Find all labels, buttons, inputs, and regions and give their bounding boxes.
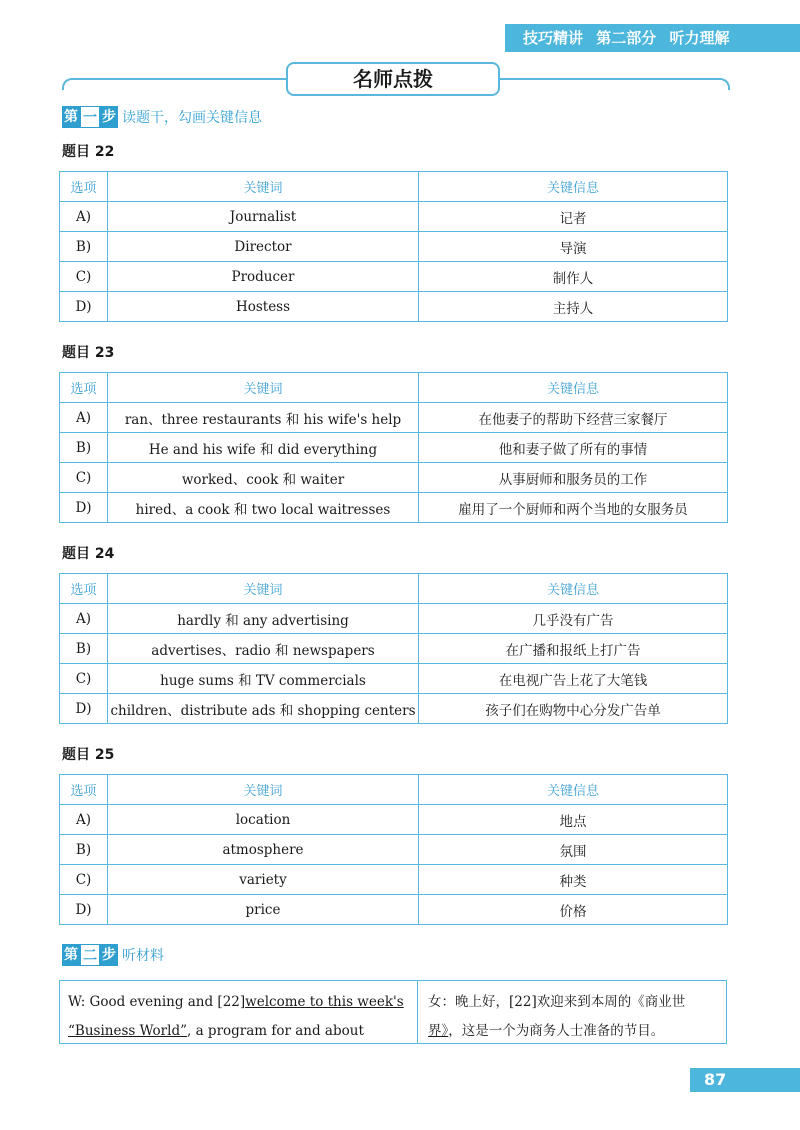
- question-24-label: 题目 24: [62, 546, 115, 562]
- info-cell: 雇用了一个厨师和两个当地的女服务员: [419, 493, 728, 523]
- keyword-cell: location: [108, 805, 419, 835]
- info-cell: 氛围: [419, 835, 728, 865]
- option-cell: C): [60, 865, 108, 895]
- keyword-cell: variety: [108, 865, 419, 895]
- header-info: 关键信息: [419, 172, 728, 202]
- transcript-en-underlined: “Business World”: [68, 1023, 187, 1039]
- header-option: 选项: [60, 574, 108, 604]
- transcript-zh-part: ，这是一个为商务人士准备的节目。: [448, 1023, 665, 1039]
- step-number: 二: [80, 944, 100, 966]
- step-prefix: 第: [62, 106, 80, 128]
- step-suffix: 步: [100, 106, 118, 128]
- keyword-cell: hardly 和 any advertising: [108, 604, 419, 634]
- transcript-zh-underlined: 界》: [428, 1023, 449, 1039]
- step-one-text: 读题干，勾画关键信息: [122, 110, 262, 126]
- keyword-cell: huge sums 和 TV commercials: [108, 664, 419, 694]
- info-cell: 导演: [419, 232, 728, 262]
- table-row: [60, 232, 728, 262]
- info-cell: 几乎没有广告: [419, 604, 728, 634]
- table-row: [60, 262, 728, 292]
- step-suffix: 步: [100, 944, 118, 966]
- header-keywords: 关键词: [108, 373, 419, 403]
- keyword-cell: Director: [108, 232, 419, 262]
- step-number: 一: [80, 106, 100, 128]
- transcript-en-part: W: Good evening and [22]: [68, 994, 246, 1010]
- option-cell: B): [60, 232, 108, 262]
- transcript-chinese: [418, 981, 726, 1043]
- option-cell: A): [60, 604, 108, 634]
- info-cell: 种类: [419, 865, 728, 895]
- header-info: 关键信息: [419, 775, 728, 805]
- info-cell: 他和妻子做了所有的事情: [419, 433, 728, 463]
- option-cell: B): [60, 433, 108, 463]
- step-one-badge: [62, 106, 118, 128]
- step-two-text: 听材料: [122, 948, 164, 964]
- info-cell: 在他妻子的帮助下经营三家餐厅: [419, 403, 728, 433]
- table-header-row: [60, 373, 728, 403]
- table-row: [60, 292, 728, 322]
- header-option: 选项: [60, 775, 108, 805]
- keyword-cell: Producer: [108, 262, 419, 292]
- info-cell: 主持人: [419, 292, 728, 322]
- keyword-cell: children、distribute ads 和 shopping centers: [108, 694, 419, 724]
- info-cell: 在广播和报纸上打广告: [419, 634, 728, 664]
- table-row: [60, 433, 728, 463]
- step-two-badge: [62, 944, 118, 966]
- table-row: [60, 202, 728, 232]
- info-cell: 价格: [419, 895, 728, 925]
- keyword-cell: Journalist: [108, 202, 419, 232]
- header-info: 关键信息: [419, 373, 728, 403]
- header-info: 关键信息: [419, 574, 728, 604]
- info-cell: 记者: [419, 202, 728, 232]
- option-cell: D): [60, 292, 108, 322]
- step-one: [62, 106, 262, 128]
- listening-transcript: [59, 980, 727, 1044]
- table-row: [60, 694, 728, 724]
- table-row: [60, 805, 728, 835]
- table-row: [60, 604, 728, 634]
- option-cell: B): [60, 835, 108, 865]
- table-row: [60, 403, 728, 433]
- option-cell: D): [60, 895, 108, 925]
- transcript-en-part: , a program for and about: [187, 1023, 364, 1039]
- option-cell: D): [60, 493, 108, 523]
- table-header-row: [60, 775, 728, 805]
- table-row: [60, 463, 728, 493]
- option-cell: C): [60, 463, 108, 493]
- keyword-cell: He and his wife 和 did everything: [108, 433, 419, 463]
- keyword-cell: price: [108, 895, 419, 925]
- question-25-label: 题目 25: [62, 747, 115, 763]
- question-25-table: [59, 774, 728, 925]
- keyword-cell: hired、a cook 和 two local waitresses: [108, 493, 419, 523]
- info-cell: 孩子们在购物中心分发广告单: [419, 694, 728, 724]
- page-number: 87: [690, 1068, 800, 1092]
- table-row: [60, 865, 728, 895]
- option-cell: D): [60, 694, 108, 724]
- info-cell: 地点: [419, 805, 728, 835]
- header-keywords: 关键词: [108, 172, 419, 202]
- transcript-zh-part: 女：晚上好，[22]欢迎来到本周的《商业世: [428, 994, 686, 1010]
- keyword-cell: atmosphere: [108, 835, 419, 865]
- table-header-row: [60, 172, 728, 202]
- header-option: 选项: [60, 172, 108, 202]
- question-23-label: 题目 23: [62, 345, 115, 361]
- option-cell: A): [60, 403, 108, 433]
- option-cell: A): [60, 805, 108, 835]
- option-cell: B): [60, 634, 108, 664]
- info-cell: 在电视广告上花了大笔钱: [419, 664, 728, 694]
- keyword-cell: ran、three restaurants 和 his wife's help: [108, 403, 419, 433]
- info-cell: 从事厨师和服务员的工作: [419, 463, 728, 493]
- transcript-english: [60, 981, 418, 1043]
- keyword-cell: worked、cook 和 waiter: [108, 463, 419, 493]
- step-prefix: 第: [62, 944, 80, 966]
- header-keywords: 关键词: [108, 574, 419, 604]
- question-23-table: [59, 372, 728, 523]
- step-two: [62, 944, 164, 966]
- table-row: [60, 835, 728, 865]
- header-keywords: 关键词: [108, 775, 419, 805]
- option-cell: C): [60, 262, 108, 292]
- table-row: [60, 634, 728, 664]
- table-row: [60, 664, 728, 694]
- table-row: [60, 895, 728, 925]
- chapter-header: 技巧精讲 第二部分 听力理解: [505, 24, 800, 52]
- keyword-cell: Hostess: [108, 292, 419, 322]
- table-row: [60, 493, 728, 523]
- table-header-row: [60, 574, 728, 604]
- header-option: 选项: [60, 373, 108, 403]
- question-22-label: 题目 22: [62, 144, 115, 160]
- transcript-en-underlined: welcome to this week's: [245, 994, 404, 1010]
- info-cell: 制作人: [419, 262, 728, 292]
- option-cell: C): [60, 664, 108, 694]
- option-cell: A): [60, 202, 108, 232]
- section-title: 名师点拨: [286, 62, 500, 96]
- keyword-cell: advertises、radio 和 newspapers: [108, 634, 419, 664]
- question-24-table: [59, 573, 728, 724]
- question-22-table: [59, 171, 728, 322]
